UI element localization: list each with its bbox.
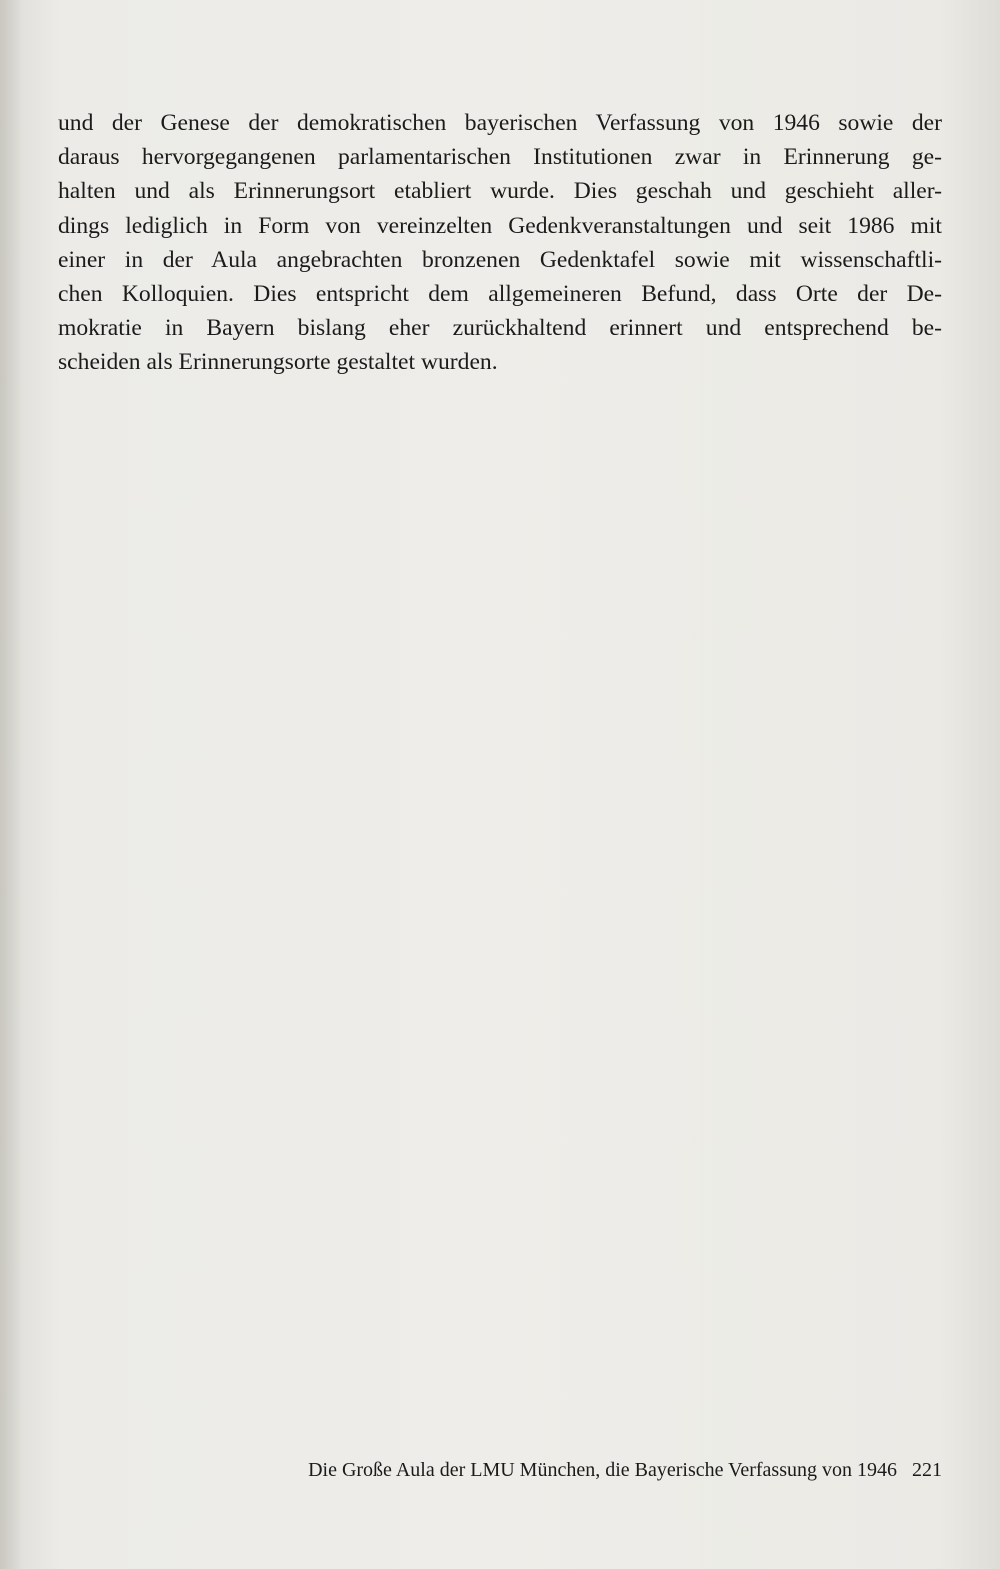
body-line: einer in der Aula angebrachten bronzenen Gedenktafel sowie mit wissenschaftli- — [58, 246, 942, 273]
body-line: und der Genese der demokratischen bayerischen Verfassung von 1946 sowie der — [58, 110, 942, 136]
page-number: 221 — [912, 1459, 942, 1481]
page-footer — [256, 1457, 942, 1483]
body-line: mokratie in Bayern bislang eher zurückhaltend erinnert und entsprechend be- — [58, 315, 942, 342]
page-gutter-shadow — [0, 0, 22, 1569]
body-line: chen Kolloquien. Dies entspricht dem allgemeineren Befund, dass Orte der De- — [58, 281, 942, 308]
body-line: dings lediglich in Form von vereinzelten Gedenkveranstaltungen und seit 1986 mit — [58, 212, 942, 239]
body-line: daraus hervorgegangenen parlamentarischen Institutionen zwar in Erinnerung ge- — [58, 144, 942, 171]
body-line: scheiden als Erinnerungsorte gestaltet wurden. — [58, 349, 498, 376]
running-head: Die Große Aula der LMU München, die Bayerische Verfassung von 1946 — [308, 1459, 897, 1481]
body-paragraph — [58, 106, 942, 380]
body-line: halten und als Erinnerungsort etabliert wurde. Dies geschah und geschieht aller- — [58, 178, 942, 205]
